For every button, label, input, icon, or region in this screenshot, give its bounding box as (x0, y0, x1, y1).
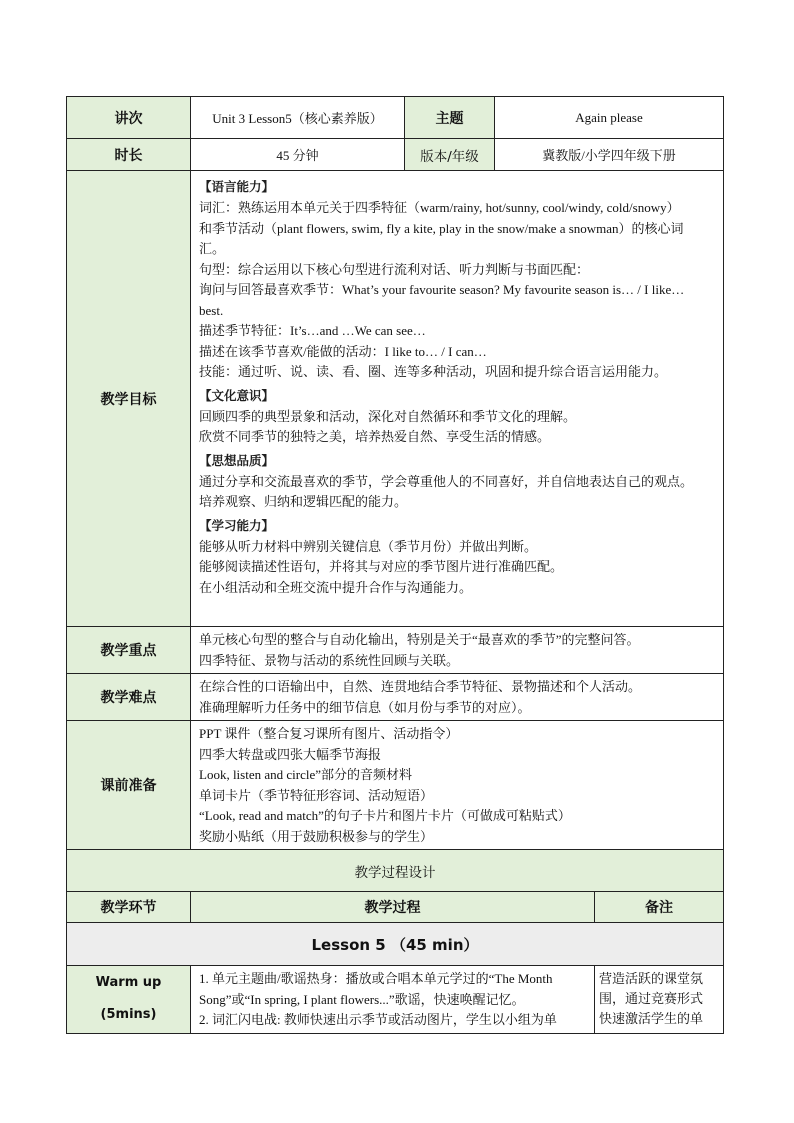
difficulty-line: 准确理解听力任务中的细节信息（如月份与季节的对应）。 (199, 699, 531, 715)
preparation-line: 奖励小贴纸（用于鼓励积极参与的学生） (199, 828, 434, 844)
topic-label: 主题 (405, 97, 495, 139)
objective-section-title: 【思想品质】 (199, 452, 275, 468)
objective-line: 能够阅读描述性语句，并将其与对应的季节图片进行准确匹配。 (199, 559, 564, 574)
warmup-line: Song”或“In spring, I plant flowers...”歌谣，快速唤醒记忆。 (199, 991, 525, 1007)
objective-line: 句型：综合运用以下核心句型进行流利对话、听力判断与书面匹配： (199, 261, 590, 277)
objective-section-title: 【文化意识】 (199, 387, 275, 403)
objectives-label: 教学目标 (67, 171, 191, 627)
difficulties-content (191, 674, 724, 721)
topic-value: Again please (495, 97, 724, 139)
warmup-stage-time: (5mins) (100, 1007, 157, 1023)
key-point-line: 四季特征、景物与活动的系统性回顾与关联。 (199, 652, 460, 668)
objective-section-title: 【语言能力】 (199, 179, 275, 194)
objectives-content (191, 171, 724, 627)
edition-label: 版本/年级 (405, 139, 495, 171)
objective-line: 词汇：熟练运用本单元关于四季特征（warm/rainy, hot/sunny, cool/windy, cold/snowy） (199, 200, 680, 215)
objective-line: 描述季节特征：It’s…and …We can see… (199, 323, 426, 338)
objective-line: best. (199, 302, 224, 318)
process-title: 教学过程设计 (67, 850, 724, 892)
preparation-line: 单词卡片（季节特征形容词、活动短语） (199, 787, 434, 803)
preparation-line: 四季大转盘或四张大幅季节海报 (199, 746, 382, 762)
preparation-line: Look, listen and circle”部分的音频材料 (199, 767, 413, 782)
warmup-stage (67, 966, 191, 1034)
objective-line: 通过分享和交流最喜欢的季节，学会尊重他人的不同喜好，并自信地表达自己的观点。 (199, 473, 694, 489)
preparation-line: PPT 课件（整合复习课所有图片、活动指令） (199, 726, 459, 741)
preparation-line: “Look, read and match”的句子卡片和图片卡片（可做成可粘贴式） (199, 808, 571, 823)
edition-value: 冀教版/小学四年级下册 (495, 139, 724, 171)
difficulty-line: 在综合性的口语输出中，自然、连贯地结合季节特征、景物描述和个人活动。 (199, 679, 642, 694)
warmup-line: 2. 词汇闪电战: 教师快速出示季节或活动图片，学生以小组为单 (199, 1012, 557, 1027)
warmup-process (191, 966, 595, 1034)
session-value: Unit 3 Lesson5（核心素养版） (191, 97, 405, 139)
objective-line: 回顾四季的典型景象和活动，深化对自然循环和季节文化的理解。 (199, 408, 577, 424)
key-point-line: 单元核心句型的整合与自动化输出，特别是关于“最喜欢的季节”的完整问答。 (199, 632, 640, 647)
warmup-remark (595, 966, 724, 1034)
column-remark-header: 备注 (595, 892, 724, 923)
lesson-title: Lesson 5 （45 min） (67, 923, 724, 966)
remark-line: 围，通过竞赛形式 (599, 991, 704, 1006)
objective-line: 在小组活动和全班交流中提升合作与沟通能力。 (199, 579, 473, 595)
objective-line: 汇。 (199, 241, 226, 256)
objective-line: 欣赏不同季节的独特之美，培养热爱自然、享受生活的情感。 (199, 429, 551, 444)
session-label: 讲次 (67, 97, 191, 139)
key-points-label: 教学重点 (67, 627, 191, 674)
column-process-header: 教学过程 (191, 892, 595, 923)
objective-line: 询问与回答最喜欢季节：What’s your favourite season? My favourite season is… / I like… (199, 282, 685, 297)
warmup-line: 1. 单元主题曲/歌谣热身：播放或合唱本单元学过的“The Month (199, 971, 553, 986)
objective-line: 培养观察、归纳和逻辑匹配的能力。 (199, 494, 408, 509)
objective-section-title: 【学习能力】 (199, 517, 275, 533)
objective-line: 能够从听力材料中辨别关键信息（季节月份）并做出判断。 (199, 538, 538, 554)
objective-line: 技能：通过听、说、读、看、圈、连等多种活动，巩固和提升综合语言运用能力。 (199, 364, 668, 379)
duration-label: 时长 (67, 139, 191, 171)
preparation-content (191, 721, 724, 850)
preparation-label: 课前准备 (67, 721, 191, 850)
difficulties-label: 教学难点 (67, 674, 191, 721)
lesson-plan-table (66, 96, 724, 1034)
key-points-content (191, 627, 724, 674)
objective-line: 描述在该季节喜欢/能做的活动：I like to… / I can… (199, 343, 487, 359)
duration-value: 45 分钟 (191, 139, 405, 171)
remark-line: 营造活跃的课堂氛 (599, 971, 704, 986)
column-stage-header: 教学环节 (67, 892, 191, 923)
objective-line: 和季节活动（plant flowers, swim, fly a kite, play in the snow/make a snowman）的核心词 (199, 220, 684, 236)
remark-line: 快速激活学生的单 (599, 1011, 704, 1026)
warmup-stage-name: Warm up (95, 975, 162, 991)
